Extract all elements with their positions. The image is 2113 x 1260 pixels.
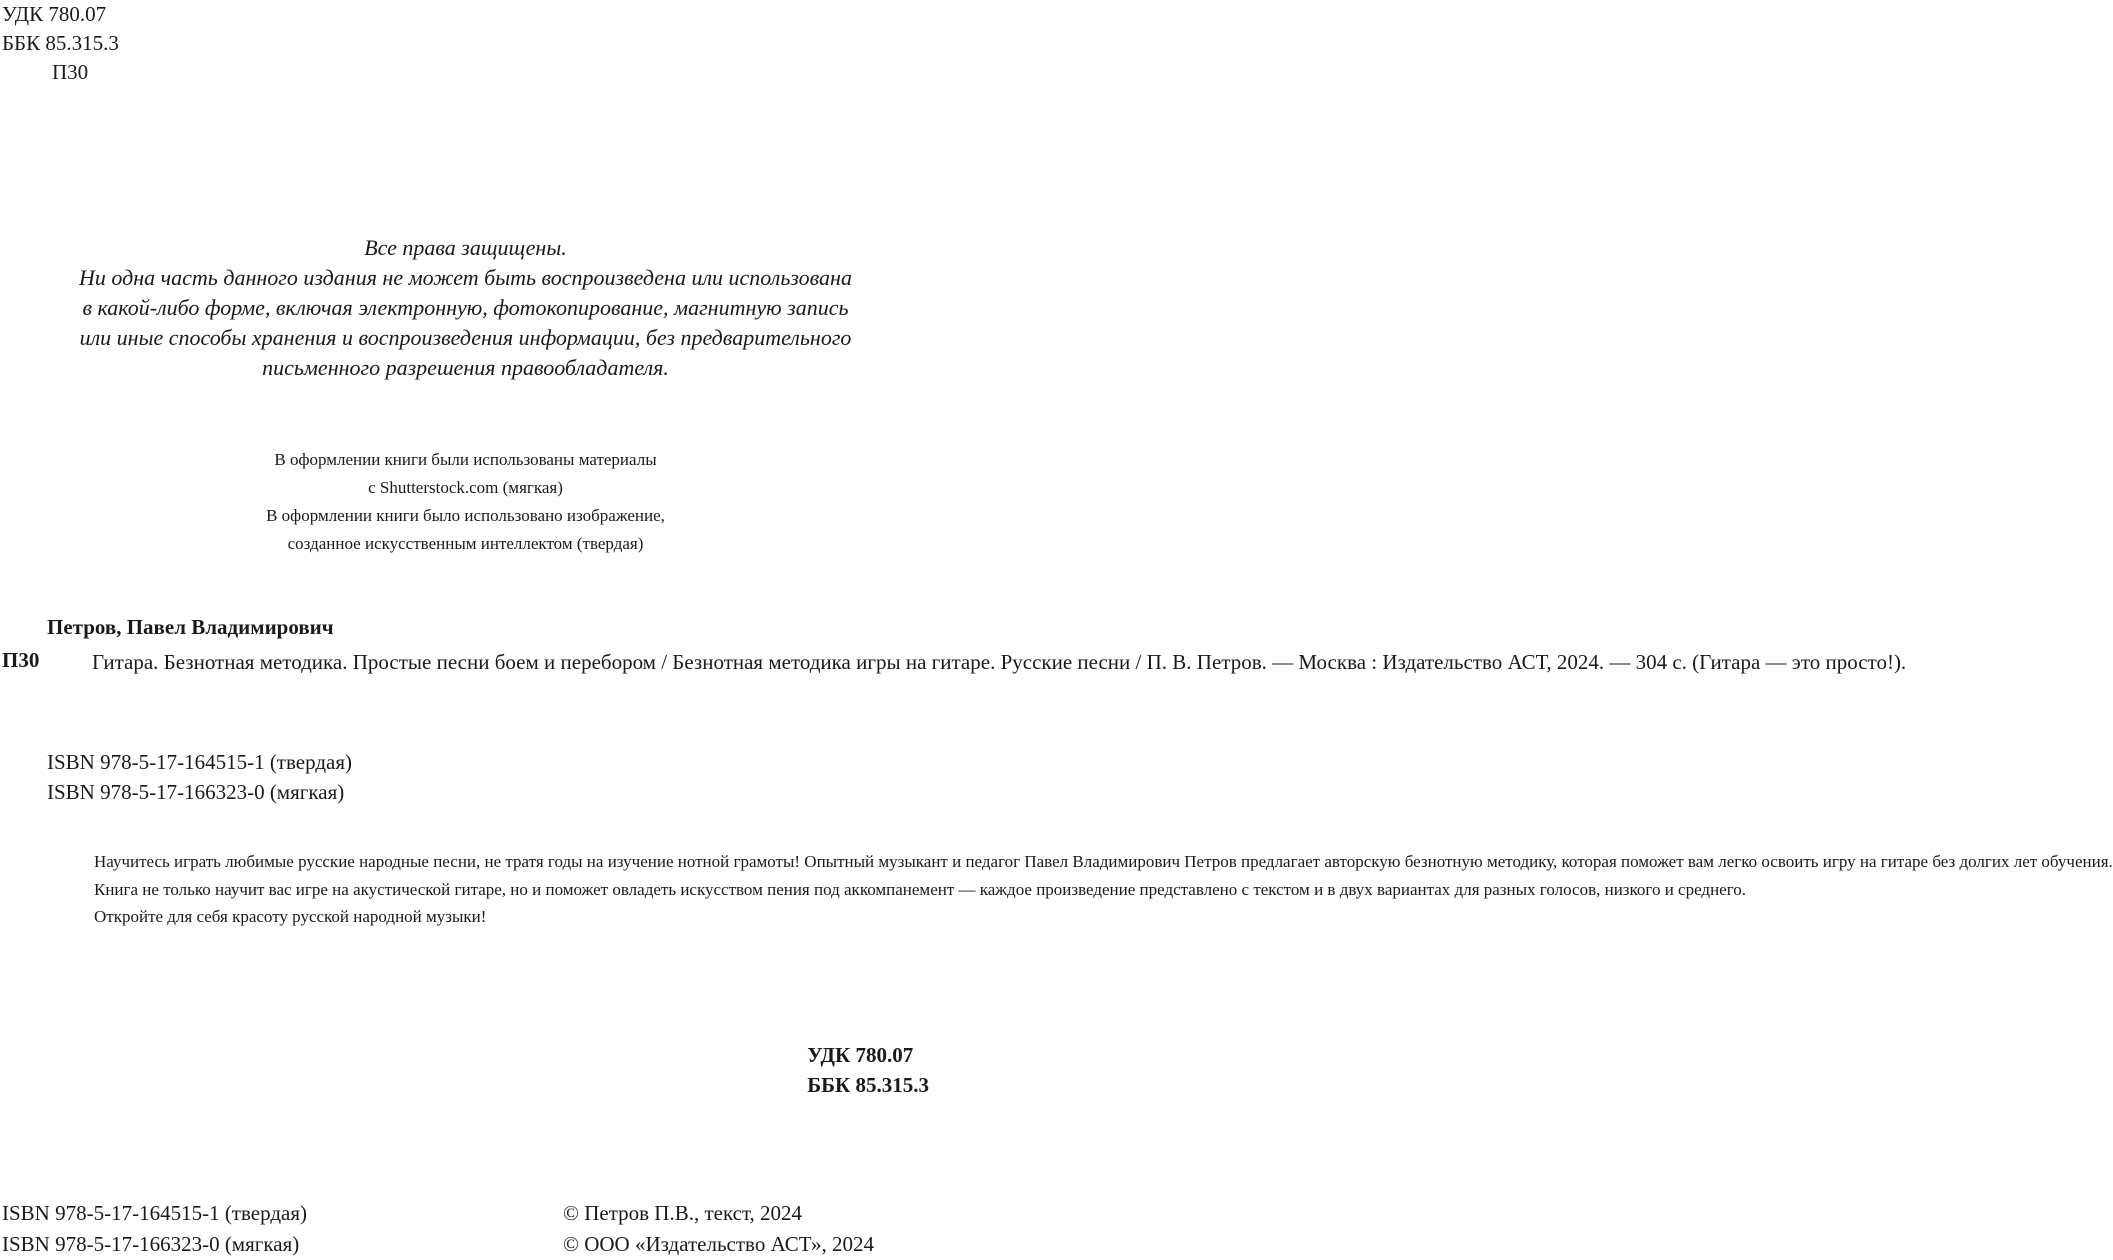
record-author: Петров, Павел Владимирович bbox=[47, 615, 334, 639]
annotation-paragraph: Книга не только научит вас игре на акустической гитаре, но и поможет овладеть искусством пения под аккомпанемент — каждое произведение представлено с текстом и в двух вариантах для разных голосов, низкого и среднего. bbox=[94, 879, 1747, 899]
isbn-hard: ISBN 978-5-17-164515-1 (твердая) bbox=[47, 750, 352, 774]
isbn-soft: ISBN 978-5-17-166323-0 (мягкая) bbox=[47, 780, 345, 804]
bbk-code: ББК 85.315.3 bbox=[2, 31, 119, 55]
footer-isbn-soft: ISBN 978-5-17-166323-0 (мягкая) bbox=[2, 1232, 300, 1256]
rights-line: Все права защищены. bbox=[364, 235, 567, 260]
materials-notice bbox=[0, 446, 931, 558]
copyright bbox=[563, 1198, 874, 1260]
materials-line: созданное искусственным интеллектом (твердая) bbox=[287, 534, 644, 553]
annotation-paragraph: Научитесь играть любимые русские народные песни, не тратя годы на изучение нотной грамоты! Опытный музыкант и педагог Павел Владимирович Петров предлагает авторскую безнотную методику, которая поможет вам легко освоить игру на гитаре без долгих лет обучения. bbox=[94, 852, 2113, 871]
header-codes bbox=[2, 0, 119, 87]
record-isbn-list bbox=[47, 747, 352, 807]
record-code: П30 bbox=[2, 648, 40, 672]
udk-code: УДК 780.07 bbox=[2, 2, 107, 26]
copyright-publisher: © ООО «Издательство АСТ», 2024 bbox=[563, 1232, 874, 1256]
rights-line: в какой-либо форме, включая электронную, фотокопирование, магнитную запись bbox=[82, 295, 849, 320]
rights-line: или иные способы хранения и воспроизведения информации, без предварительного bbox=[79, 325, 852, 350]
materials-line: В оформлении книги были использованы материалы bbox=[274, 450, 657, 469]
udk-code-bold: УДК 780.07 bbox=[807, 1043, 914, 1067]
footer-isbn bbox=[2, 1198, 307, 1260]
rights-notice bbox=[0, 233, 931, 383]
rights-line: письменного разрешения правообладателя. bbox=[262, 355, 669, 380]
annotation bbox=[47, 848, 2113, 931]
materials-line: В оформлении книги было использовано изображение, bbox=[266, 506, 665, 525]
annotation-paragraph: Откройте для себя красоту русской народной музыки! bbox=[94, 907, 487, 926]
classification-codes bbox=[807, 1040, 929, 1100]
footer-isbn-hard: ISBN 978-5-17-164515-1 (твердая) bbox=[2, 1201, 307, 1225]
bbk-code-bold: ББК 85.315.3 bbox=[807, 1073, 929, 1097]
rights-line: Ни одна часть данного издания не может быть воспроизведена или использована bbox=[79, 265, 852, 290]
author-mark: П30 bbox=[52, 60, 89, 84]
record-description: Гитара. Безнотная методика. Простые песни боем и перебором / Безнотная методика игры на гитаре. Русские песни / П. В. Петров. — Москва : Издательство АСТ, 2024. — 304 с. (Гитара — это просто!). bbox=[92, 650, 1907, 674]
copyright-author: © Петров П.В., текст, 2024 bbox=[563, 1201, 803, 1225]
materials-line: с Shutterstock.com (мягкая) bbox=[368, 478, 563, 497]
